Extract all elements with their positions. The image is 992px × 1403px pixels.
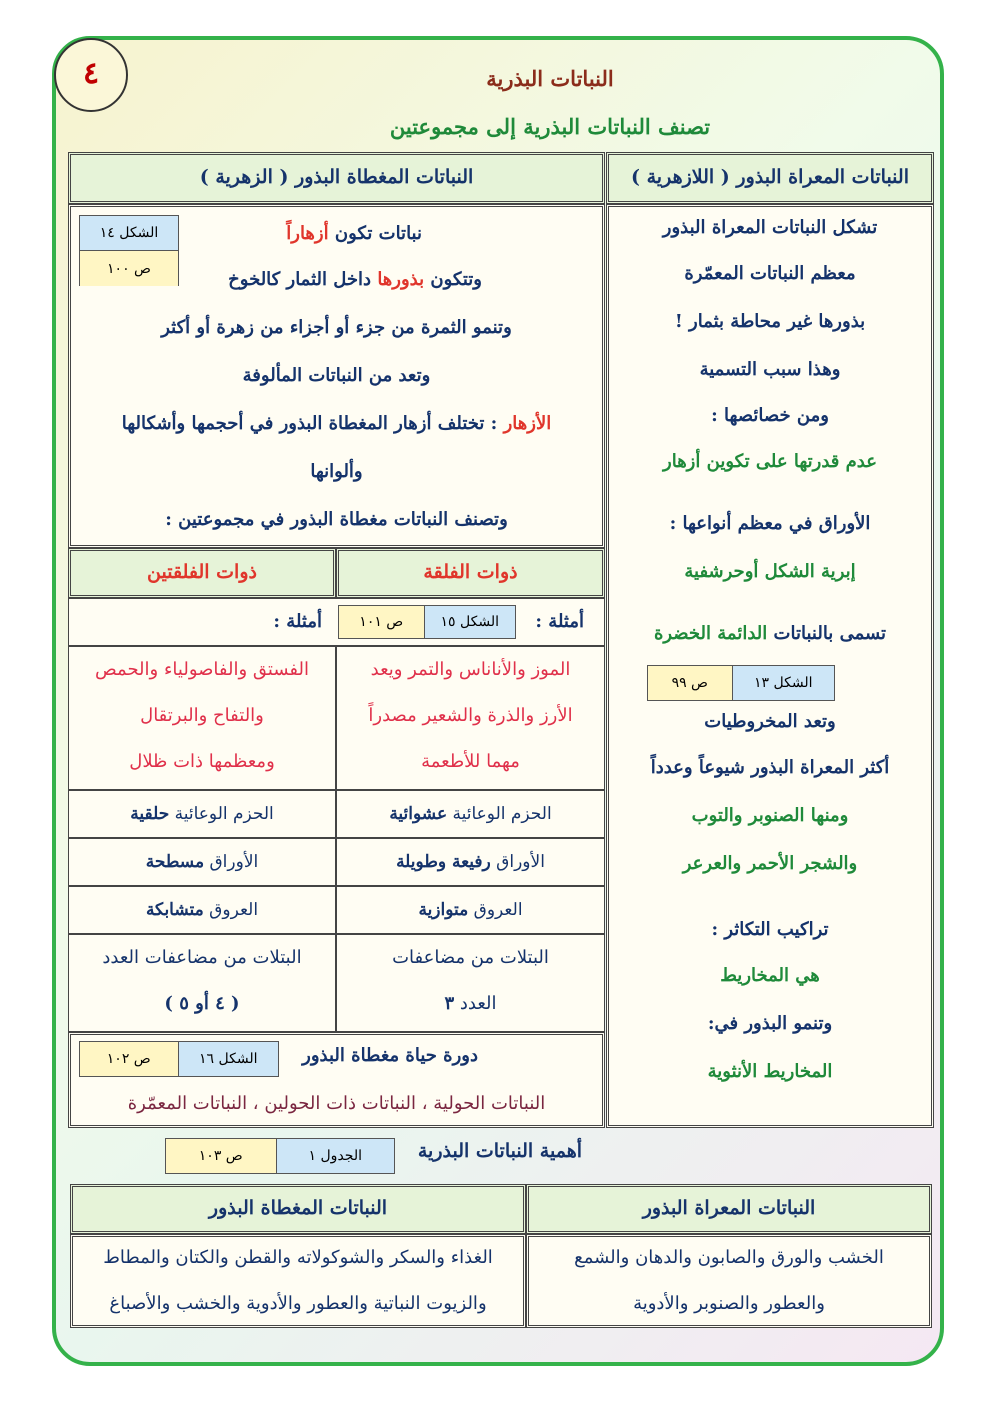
di-petals-2: ( ٤ أو ٥ ): [164, 993, 240, 1014]
importance-table-ref: [165, 1138, 395, 1174]
lifecycle-figure-label: الشكل ١٦: [178, 1042, 279, 1076]
importance-ang-2: والزيوت النباتية والعطور والأدوية والخشب والأصباغ: [109, 1293, 487, 1314]
dicots-examples-label: أمثلة :: [273, 611, 322, 632]
importance-gym-header: النباتات المعراة البذور: [526, 1184, 932, 1234]
di-leaves: الأوراق مسطحة: [68, 838, 336, 886]
gym-line-7: الأوراق في معظم أنواعها :: [669, 513, 871, 534]
mono-ex-2: الأرز والذرة والشعير مصدراً: [368, 705, 573, 726]
gym-line-4: وهذا سبب التسمية: [699, 359, 841, 380]
dicots-examples: [68, 646, 336, 790]
di-bundles: الحزم الوعائية حلقية: [68, 790, 336, 838]
di-veins: العروق متشابكة: [68, 886, 336, 934]
ang-line-7: وتصنف النباتات مغطاة البذور في مجموعتين :: [165, 509, 508, 530]
mono-bundles: الحزم الوعائية عشوائية: [336, 790, 605, 838]
di-ex-3: ومعظمها ذات ظلال: [129, 751, 275, 772]
gym-line-16: وتنمو البذور في:: [707, 1013, 833, 1034]
gym-line-14: تراكيب التكاثر :: [711, 919, 829, 940]
monocots-figure-label: الشكل ١٥: [424, 606, 515, 638]
examples-row: [68, 598, 605, 646]
gym-figure-label: الشكل ١٣: [732, 666, 834, 700]
lifecycle-text: النباتات الحولية ، النباتات ذات الحولين ، النباتات المعمّرة: [127, 1093, 546, 1114]
importance-gym-2: والعطور والصنوبر والأدوية: [633, 1293, 825, 1314]
importance-table-label: الجدول ١: [276, 1139, 394, 1173]
lifecycle-figure-page: ص ١٠٢: [80, 1042, 178, 1076]
ang-figure-ref: [79, 215, 179, 286]
importance-ang-1: الغذاء والسكر والشوكولاته والقطن والكتان والمطاط: [103, 1247, 493, 1268]
monocots-examples: [336, 646, 605, 790]
importance-ang-cell: [70, 1234, 526, 1328]
mono-petals-2: العدد ٣: [444, 993, 497, 1014]
importance-gym-1: الخشب والورق والصابون والدهان والشمع: [574, 1247, 884, 1268]
gym-line-11: أكثر المعراة البذور شيوعاً وعدداً: [650, 757, 890, 778]
di-petals: [68, 934, 336, 1032]
ang-line-6: وألوانها: [310, 461, 363, 482]
gym-line-10: وتعد المخروطيات: [704, 711, 836, 732]
mono-veins: العروق متوازية: [336, 886, 605, 934]
ang-line-3: وتنمو الثمرة من جزء أو أجزاء من زهرة أو أكثر: [161, 317, 512, 338]
examples-figure-ref: [338, 605, 516, 639]
gym-line-15: هي المخاريط: [720, 965, 820, 986]
gymnosperms-header: النباتات المعراة البذور ( اللازهرية ): [606, 152, 934, 204]
gym-line-8: إبرية الشكل أوحرشفية: [684, 561, 856, 582]
ang-line-1: نباتات تكون أزهاراً: [286, 223, 422, 244]
page-subtitle: تصنف النباتات البذرية إلى مجموعتين: [389, 114, 711, 139]
gym-figure-ref: [647, 665, 835, 701]
lifecycle-title: دورة حياة مغطاة البذور: [302, 1045, 478, 1066]
gym-line-13: والشجر الأحمر والعرعر: [682, 853, 858, 874]
monocots-examples-label: أمثلة :: [535, 611, 584, 632]
page-number: ٤: [54, 38, 128, 112]
mono-leaves: الأوراق رفيعة وطويلة: [336, 838, 605, 886]
importance-title: أهمية النباتات البذرية: [417, 1140, 582, 1162]
gym-line-3: بذورها غير محاطة بثمار !: [674, 311, 866, 332]
angiosperms-header: النباتات المغطاة البذور ( الزهرية ): [68, 152, 605, 204]
dicots-header: ذوات الفلقتين: [68, 548, 336, 598]
importance-table-page: ص ١٠٣: [166, 1139, 276, 1173]
lifecycle-panel: [68, 1032, 605, 1128]
mono-ex-3: مهما للأطعمة: [421, 751, 520, 772]
ang-line-2: وتتكون بذورها داخل الثمار كالخوخ: [228, 269, 482, 290]
gym-line-6: عدم قدرتها على تكوين أزهار: [663, 451, 877, 472]
ang-figure-page: ص ١٠٠: [80, 251, 178, 286]
mono-petals-1: البتلات من مضاعفات: [392, 947, 549, 968]
angiosperms-panel: [68, 204, 605, 548]
di-petals-1: البتلات من مضاعفات العدد: [102, 947, 302, 968]
importance-gym-cell: [526, 1234, 932, 1328]
mono-petals: [336, 934, 605, 1032]
importance-ang-header: النباتات المغطاة البذور: [70, 1184, 526, 1234]
ang-line-5: الأزهار : تختلف أزهار المغطاة البذور في أحجمها وأشكالها: [121, 413, 552, 434]
monocots-header: ذوات الفلقة: [336, 548, 605, 598]
di-ex-2: والتفاح والبرتقال: [140, 705, 264, 726]
gym-line-1: تشكل النباتات المعراة البذور: [662, 217, 878, 238]
gym-figure-page: ص ٩٩: [648, 666, 732, 700]
di-ex-1: الفستق والفاصولياء والحمص: [94, 659, 309, 680]
gym-line-2: معظم النباتات المعمّرة: [684, 263, 856, 284]
gym-line-12: ومنها الصنوبر والتوب: [691, 805, 849, 826]
gymnosperms-panel: [606, 204, 934, 1128]
lifecycle-figure-ref: [79, 1041, 279, 1077]
gym-line-9: تسمى بالنباتات الدائمة الخضرة: [653, 623, 887, 644]
gym-line-5: ومن خصائصها :: [711, 405, 829, 426]
page-title: النباتات البذرية: [486, 66, 614, 91]
gym-line-17: المخاريط الأنثوية: [707, 1061, 833, 1082]
dicots-figure-page: ص ١٠١: [339, 606, 424, 638]
ang-figure-label: الشكل ١٤: [80, 216, 178, 251]
mono-ex-1: الموز والأناناس والتمر ويعد: [370, 659, 571, 680]
ang-line-4: وتعد من النباتات المألوفة: [242, 365, 431, 386]
